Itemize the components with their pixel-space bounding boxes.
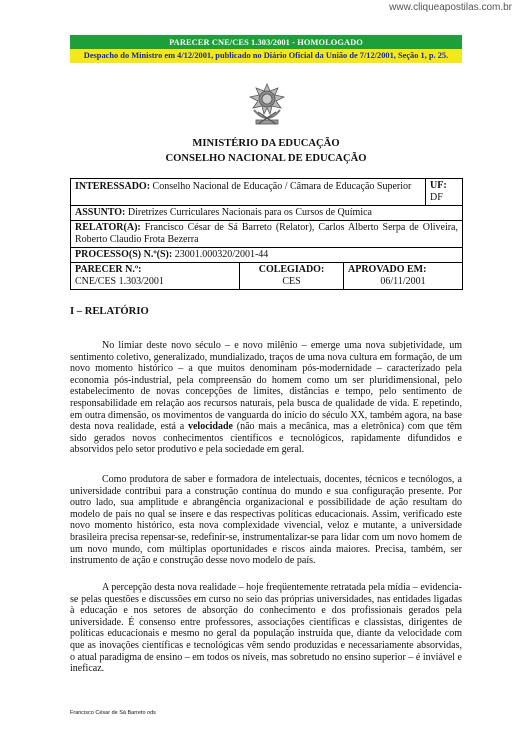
uf-cell	[425, 179, 462, 206]
section-title: I – RELATÓRIO	[70, 306, 149, 317]
paragraph-1-text-a: No limiar deste novo século – e novo milênio – emerge uma nova subjetividade, um sentimento coletivo, generalizado, mundializado, traços de uma nova cultura em formação, de um novo momento histórico – a que muitos denominam pós-modernidade – caracterizado pela economia pós-industrial, pela compreensão do homem como um ser pluridimensional, pelo estabelecimento de novas concepções de limites, distâncias e tempo, pelo sentimento de responsabilidade em relação aos recursos naturais, pela busca de qualidade de vida. E repetindo, em outra dimensão, os movimentos de vanguarda do início do século XX, também agora, na base desta nova realidade, está a	[70, 340, 462, 433]
relator-label: RELATOR(A):	[75, 222, 141, 233]
document-heading	[70, 136, 462, 166]
processo-cell	[71, 248, 463, 263]
homologation-banner	[70, 35, 462, 63]
aprovado-cell	[344, 263, 463, 290]
watermark: www.cliqueapostilas.com.br	[389, 2, 512, 13]
paragraph-3: A percepção desta nova realidade – hoje freqüentemente retratada pela mídia – evidencia-se pelas questões e discussões em curso no seio das próprias universidades, nas entidades ligadas à educação e nos setores de absorção do conhecimento e dos profissionais gerados pela universidade. É consenso entre professores, associações científicas e classistas, dirigentes de políticas educacionais e mesmo no geral da população instruída que, diante da velocidade com que as inovações científicas e tecnológicas vêm sendo produzidas e necessariamente absorvidas, o atual paradigma de ensino – em todos os níveis, mas sobretudo no ensino superior – é inviável e ineficaz.	[70, 582, 462, 675]
ministry-title: MINISTÉRIO DA EDUCAÇÃO	[192, 138, 340, 149]
paragraph-2: Como produtora de saber e formadora de intelectuais, docentes, técnicos e tecnólogos, a universidade contribui para a construção contínua do mundo e sua configuração presente. Por outro lado, sua amplitude e abrangência organizacional e possibilidade de ação resultam do modelo de país no qual se insere e das respectivas políticas educacionais. Assim, verificado este novo momento histórico, esta nova complexidade vivencial, veloz e mutante, a universidade brasileira precisa repensar-se, redefinir-se, instrumentalizar-se para lidar com um novo homem de um novo mundo, com múltiplas oportunidades e riscos ainda maiores. Precisa, também, ser instrumento de ação e construção desse novo modelo de país.	[70, 474, 462, 567]
relator-value: Francisco César de Sá Barreto (Relator), Carlos Alberto Serpa de Oliveira, Roberto Claudio Frota Bezerra	[75, 222, 458, 245]
colegiado-value: CES	[282, 276, 301, 287]
process-info-table	[70, 178, 463, 290]
paragraph-1	[70, 340, 462, 456]
aprovado-value: 06/11/2001	[380, 276, 426, 287]
assunto-value: Diretrizes Curriculares Nacionais para os Cursos de Química	[127, 207, 372, 218]
processo-value: 23001.000320/2001-44	[174, 249, 269, 260]
assunto-cell	[71, 206, 463, 221]
banner-publication: Despacho do Ministro em 4/12/2001, publicado no Diário Oficial da União de 7/12/2001, Seção 1, p. 25.	[70, 49, 462, 63]
assunto-label: ASSUNTO:	[75, 207, 126, 218]
parecer-label: PARECER N.º:	[75, 264, 142, 275]
interessado-value: Conselho Nacional de Educação / Câmara de Educação Superior	[152, 181, 412, 192]
paragraph-1-bold: velocidade	[187, 421, 233, 433]
banner-title: PARECER CNE/CES 1.303/2001 - HOMOLOGADO	[70, 35, 462, 49]
aprovado-label: APROVADO EM:	[348, 264, 427, 275]
colegiado-label: COLEGIADO:	[258, 264, 325, 275]
processo-label: PROCESSO(S) N.º(S):	[75, 249, 173, 260]
colegiado-cell	[240, 263, 344, 290]
relator-cell	[71, 221, 463, 248]
footer-note: Francisco César de Sá Barreto ods	[70, 710, 156, 716]
interessado-label: INTERESSADO:	[75, 181, 151, 192]
parecer-value: CNE/CES 1.303/2001	[75, 276, 164, 287]
parecer-cell	[71, 263, 240, 290]
brazil-coat-of-arms-icon	[248, 82, 286, 128]
paragraph-1-text-b: (não mais a mecânica, mas a eletrônica) com que têm sido gerados novos conhecimentos científicos e tecnológicos, rapidamente difundidos e absorvidos pelo setor produtivo e pela sociedade em geral.	[70, 421, 462, 456]
uf-value: DF	[429, 192, 443, 203]
council-title: CONSELHO NACIONAL DE EDUCAÇÃO	[165, 153, 367, 164]
interessado-cell	[71, 179, 426, 206]
uf-label: UF:	[429, 180, 447, 191]
